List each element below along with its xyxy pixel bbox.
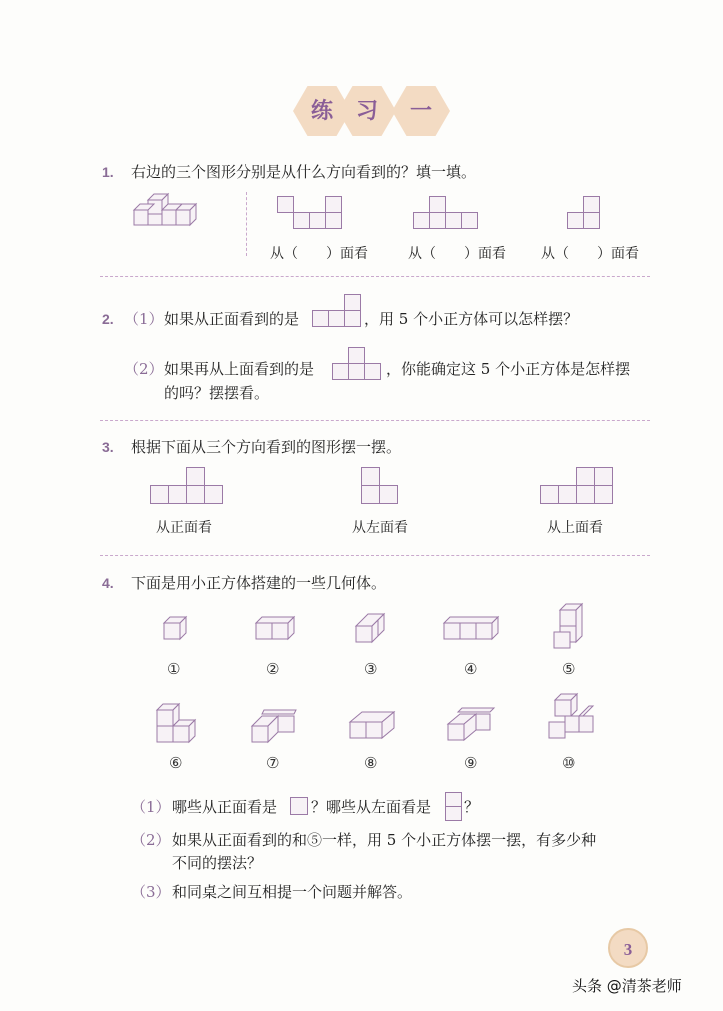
solid-label-1: ① — [167, 660, 181, 678]
q4-p2-label: （2） — [131, 831, 171, 849]
q4-p1-square-shape — [290, 797, 308, 815]
q4-p3-label: （3） — [131, 883, 171, 901]
solid-3 — [352, 610, 396, 652]
solid-label-9: ⑨ — [464, 754, 478, 772]
q1-text: 右边的三个图形分别是从什么方向看到的？填一填。 — [131, 163, 477, 181]
q4-p1-text-b: ？哪些从左面看是 — [311, 798, 432, 816]
q3-number: 3. — [102, 439, 114, 455]
divider-2 — [100, 420, 650, 421]
q4-p3-text: 和同桌之间互相提一个问题并解答。 — [172, 883, 413, 901]
q2-p2-text-a: 如果再从上面看到的是 — [164, 360, 315, 378]
q3-view-left: 从左面看 — [352, 520, 408, 536]
solid-label-4: ④ — [464, 660, 478, 678]
q2-p2-text-b: ，你能确定这 5 个小正方体是怎样摆 — [386, 360, 631, 378]
q2-p2-label: （2） — [124, 360, 164, 378]
q2-p1-text-a: 如果从正面看到的是 — [164, 310, 300, 328]
q4-p1-label: （1） — [131, 798, 171, 816]
watermark-text: 头条 @清茶老师 — [572, 977, 682, 995]
q3-text: 根据下面从三个方向看到的图形摆一摆。 — [131, 438, 402, 456]
title-char-3: 一 — [409, 98, 432, 124]
solid-label-5: ⑤ — [562, 660, 576, 678]
q2-p1-text-b: ，用 5 个小正方体可以怎样摆？ — [364, 310, 579, 328]
solid-label-7: ⑦ — [266, 754, 280, 772]
solid-4 — [440, 613, 504, 649]
solid-label-2: ② — [266, 660, 280, 678]
solid-9 — [444, 704, 500, 748]
q4-text: 下面是用小正方体搭建的一些几何体。 — [131, 574, 387, 592]
solid-label-3: ③ — [364, 660, 378, 678]
solid-label-6: ⑥ — [169, 754, 183, 772]
solid-label-10: ⑩ — [562, 754, 576, 772]
q1-number: 1. — [102, 164, 114, 180]
page-number-badge: 3 — [608, 928, 648, 968]
title-char-1: 练 — [310, 98, 333, 124]
q4-p1-text-a: 哪些从正面看是 — [172, 798, 278, 816]
q2-p2-text-c: 的吗？摆摆看。 — [164, 384, 270, 402]
solid-7 — [248, 708, 300, 748]
q3-view-top: 从上面看 — [547, 520, 603, 536]
q3-view-front: 从正面看 — [156, 520, 212, 536]
solid-label-8: ⑧ — [364, 754, 378, 772]
q1-separator — [246, 192, 247, 256]
q1-blank-a: 从（ ）面看 — [270, 246, 368, 262]
q1-blank-c: 从（ ）面看 — [541, 246, 639, 262]
solid-1 — [160, 613, 190, 649]
solid-2 — [252, 613, 300, 649]
divider-1 — [100, 276, 650, 277]
q4-p2-text-a: 如果从正面看到的和⑤一样，用 5 个小正方体摆一摆，有多少种 — [172, 831, 597, 849]
q2-p1-label: （1） — [124, 310, 164, 328]
title-char-2: 习 — [355, 98, 378, 124]
q2-number: 2. — [102, 311, 114, 327]
q1-solid — [128, 192, 213, 237]
q4-p1-text-c: ？ — [464, 798, 480, 816]
divider-3 — [100, 555, 650, 556]
solid-10 — [545, 692, 597, 748]
solid-8 — [346, 708, 402, 748]
q4-number: 4. — [102, 575, 114, 591]
q1-blank-b: 从（ ）面看 — [408, 246, 506, 262]
solid-6 — [153, 700, 201, 748]
q4-p2-text-b: 不同的摆法？ — [172, 854, 263, 872]
solid-5 — [550, 600, 586, 654]
